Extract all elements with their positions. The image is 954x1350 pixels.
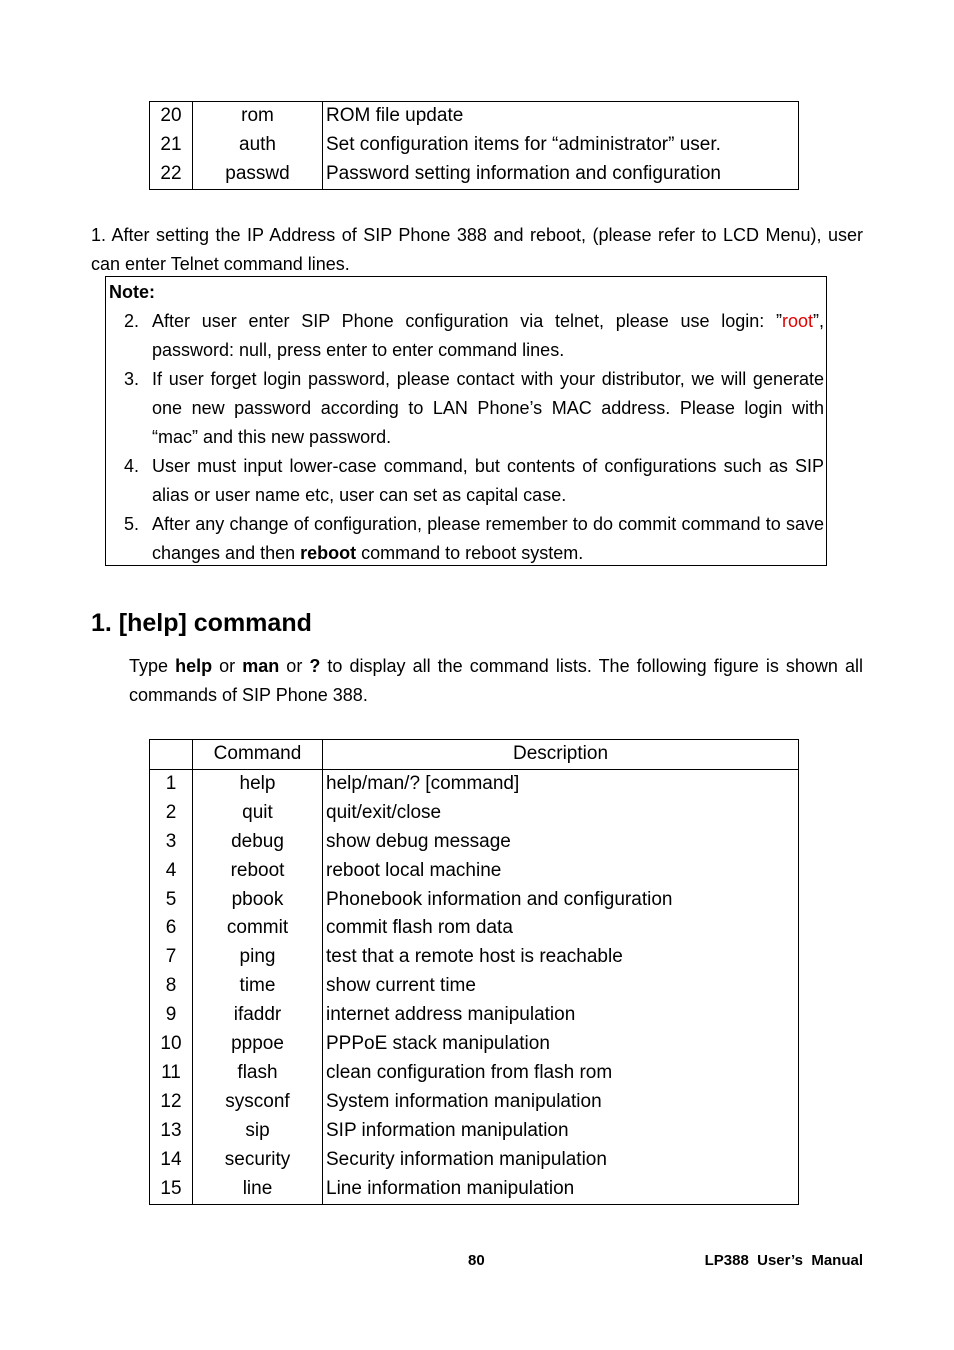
row-command: passwd [193,160,323,189]
row-description: Set configuration items for “administrator” user. [326,133,721,155]
row-number: 4 [150,857,193,886]
note-item [109,307,824,365]
keyword-question: ? [309,656,321,676]
row-description: System information manipulation [326,1090,602,1112]
row-command: pppoe [193,1030,323,1059]
row-number: 6 [150,914,193,943]
note-item [109,452,824,510]
row-command: auth [193,131,323,160]
row-command: pbook [193,886,323,915]
row-number: 11 [150,1059,193,1088]
row-description: help/man/? [command] [326,772,520,794]
row-description: quit/exit/close [326,801,442,823]
table-row [150,1117,799,1146]
note-item-text: If user forget login password, please contact with your distributor, we will generate one new password according to LAN Phone’s MAC address. Please login with “mac” and this new password. [152,369,824,447]
row-description: Security information manipulation [326,1148,607,1170]
reboot-keyword: reboot [300,543,357,563]
row-number: 1 [150,769,193,798]
row-command: ifaddr [193,1001,323,1030]
table-row [150,857,799,886]
note-box [105,276,827,566]
table-row [150,1030,799,1059]
row-description: PPPoE stack manipulation [326,1033,550,1055]
page-number: 80 [468,1252,485,1269]
section-paragraph: Type help or man or ? to display all the command lists. The following figure is shown all commands of SIP Phone 388. [129,656,863,705]
table-row [150,1001,799,1030]
row-number: 14 [150,1146,193,1175]
row-description: clean configuration from flash rom [326,1061,613,1083]
row-description: show debug message [326,830,511,852]
table-row [150,1088,799,1117]
row-description: reboot local machine [326,859,502,881]
row-command: quit [193,799,323,828]
row-command: security [193,1146,323,1175]
table-row [150,886,799,915]
header-number [150,740,193,770]
row-command: flash [193,1059,323,1088]
command-table [149,739,799,1205]
table-header-row [150,740,799,770]
manual-title: LP388 User’s Manual [704,1252,863,1269]
table-row [150,102,799,131]
header-description: Description [323,740,799,770]
row-description: Line information manipulation [326,1177,575,1199]
note-item [109,365,824,452]
row-number: 13 [150,1117,193,1146]
table-row [150,1146,799,1175]
row-command: reboot [193,857,323,886]
row-command: rom [193,102,323,131]
note-item-number: 4. [123,456,139,476]
row-number: 15 [150,1175,193,1204]
row-number: 3 [150,828,193,857]
row-number: 21 [150,131,193,160]
note-item-number: 3. [123,369,139,389]
login-root: root [781,311,813,331]
note-item-text: After any change of configuration, please remember to do commit command to save changes and then reboot command to reboot system. [152,514,824,563]
row-number: 12 [150,1088,193,1117]
row-command: debug [193,828,323,857]
row-number: 2 [150,799,193,828]
note-item-number: 5. [123,514,139,534]
table-row [150,943,799,972]
command-table-continued [149,101,799,190]
row-command: sip [193,1117,323,1146]
row-command: line [193,1175,323,1204]
row-number: 5 [150,886,193,915]
table-row [150,1175,799,1204]
table-row [150,131,799,160]
row-number: 22 [150,160,193,189]
row-description: show current time [326,975,476,997]
header-command: Command [193,740,323,770]
keyword-help: help [175,656,213,676]
row-command: ping [193,943,323,972]
table-row [150,828,799,857]
table-row [150,1059,799,1088]
row-description: internet address manipulation [326,1004,576,1026]
row-number: 7 [150,943,193,972]
row-command: sysconf [193,1088,323,1117]
row-number: 8 [150,972,193,1001]
row-description: test that a remote host is reachable [326,946,623,968]
keyword-man: man [242,656,280,676]
note-item-text: User must input lower-case command, but contents of configurations such as SIP alias or user name etc, user can set as capital case. [152,456,824,505]
note-title: Note: [109,282,155,302]
row-description: Password setting information and configuration [326,162,722,184]
table-row [150,914,799,943]
row-number: 10 [150,1030,193,1059]
section-title: 1. [help] command [91,609,312,637]
note-item-text: After user enter SIP Phone configuration via telnet, please use login: ”root”, password: null, press enter to enter command lines. [152,311,824,360]
row-description: SIP information manipulation [326,1119,569,1141]
table-row [150,799,799,828]
row-description: commit flash rom data [326,917,513,939]
row-command: help [193,769,323,798]
row-description: ROM file update [326,105,464,126]
table-row [150,769,799,798]
table-row [150,160,799,189]
intro-paragraph: 1. After setting the IP Address of SIP Phone 388 and reboot, (please refer to LCD Menu), user can enter Telnet command lines. [91,225,863,274]
note-item [109,510,824,568]
row-number: 20 [150,102,193,131]
row-number: 9 [150,1001,193,1030]
row-command: time [193,972,323,1001]
row-command: commit [193,914,323,943]
note-item-number: 2. [123,311,139,331]
table-row [150,972,799,1001]
row-description: Phonebook information and configuration [326,888,673,910]
